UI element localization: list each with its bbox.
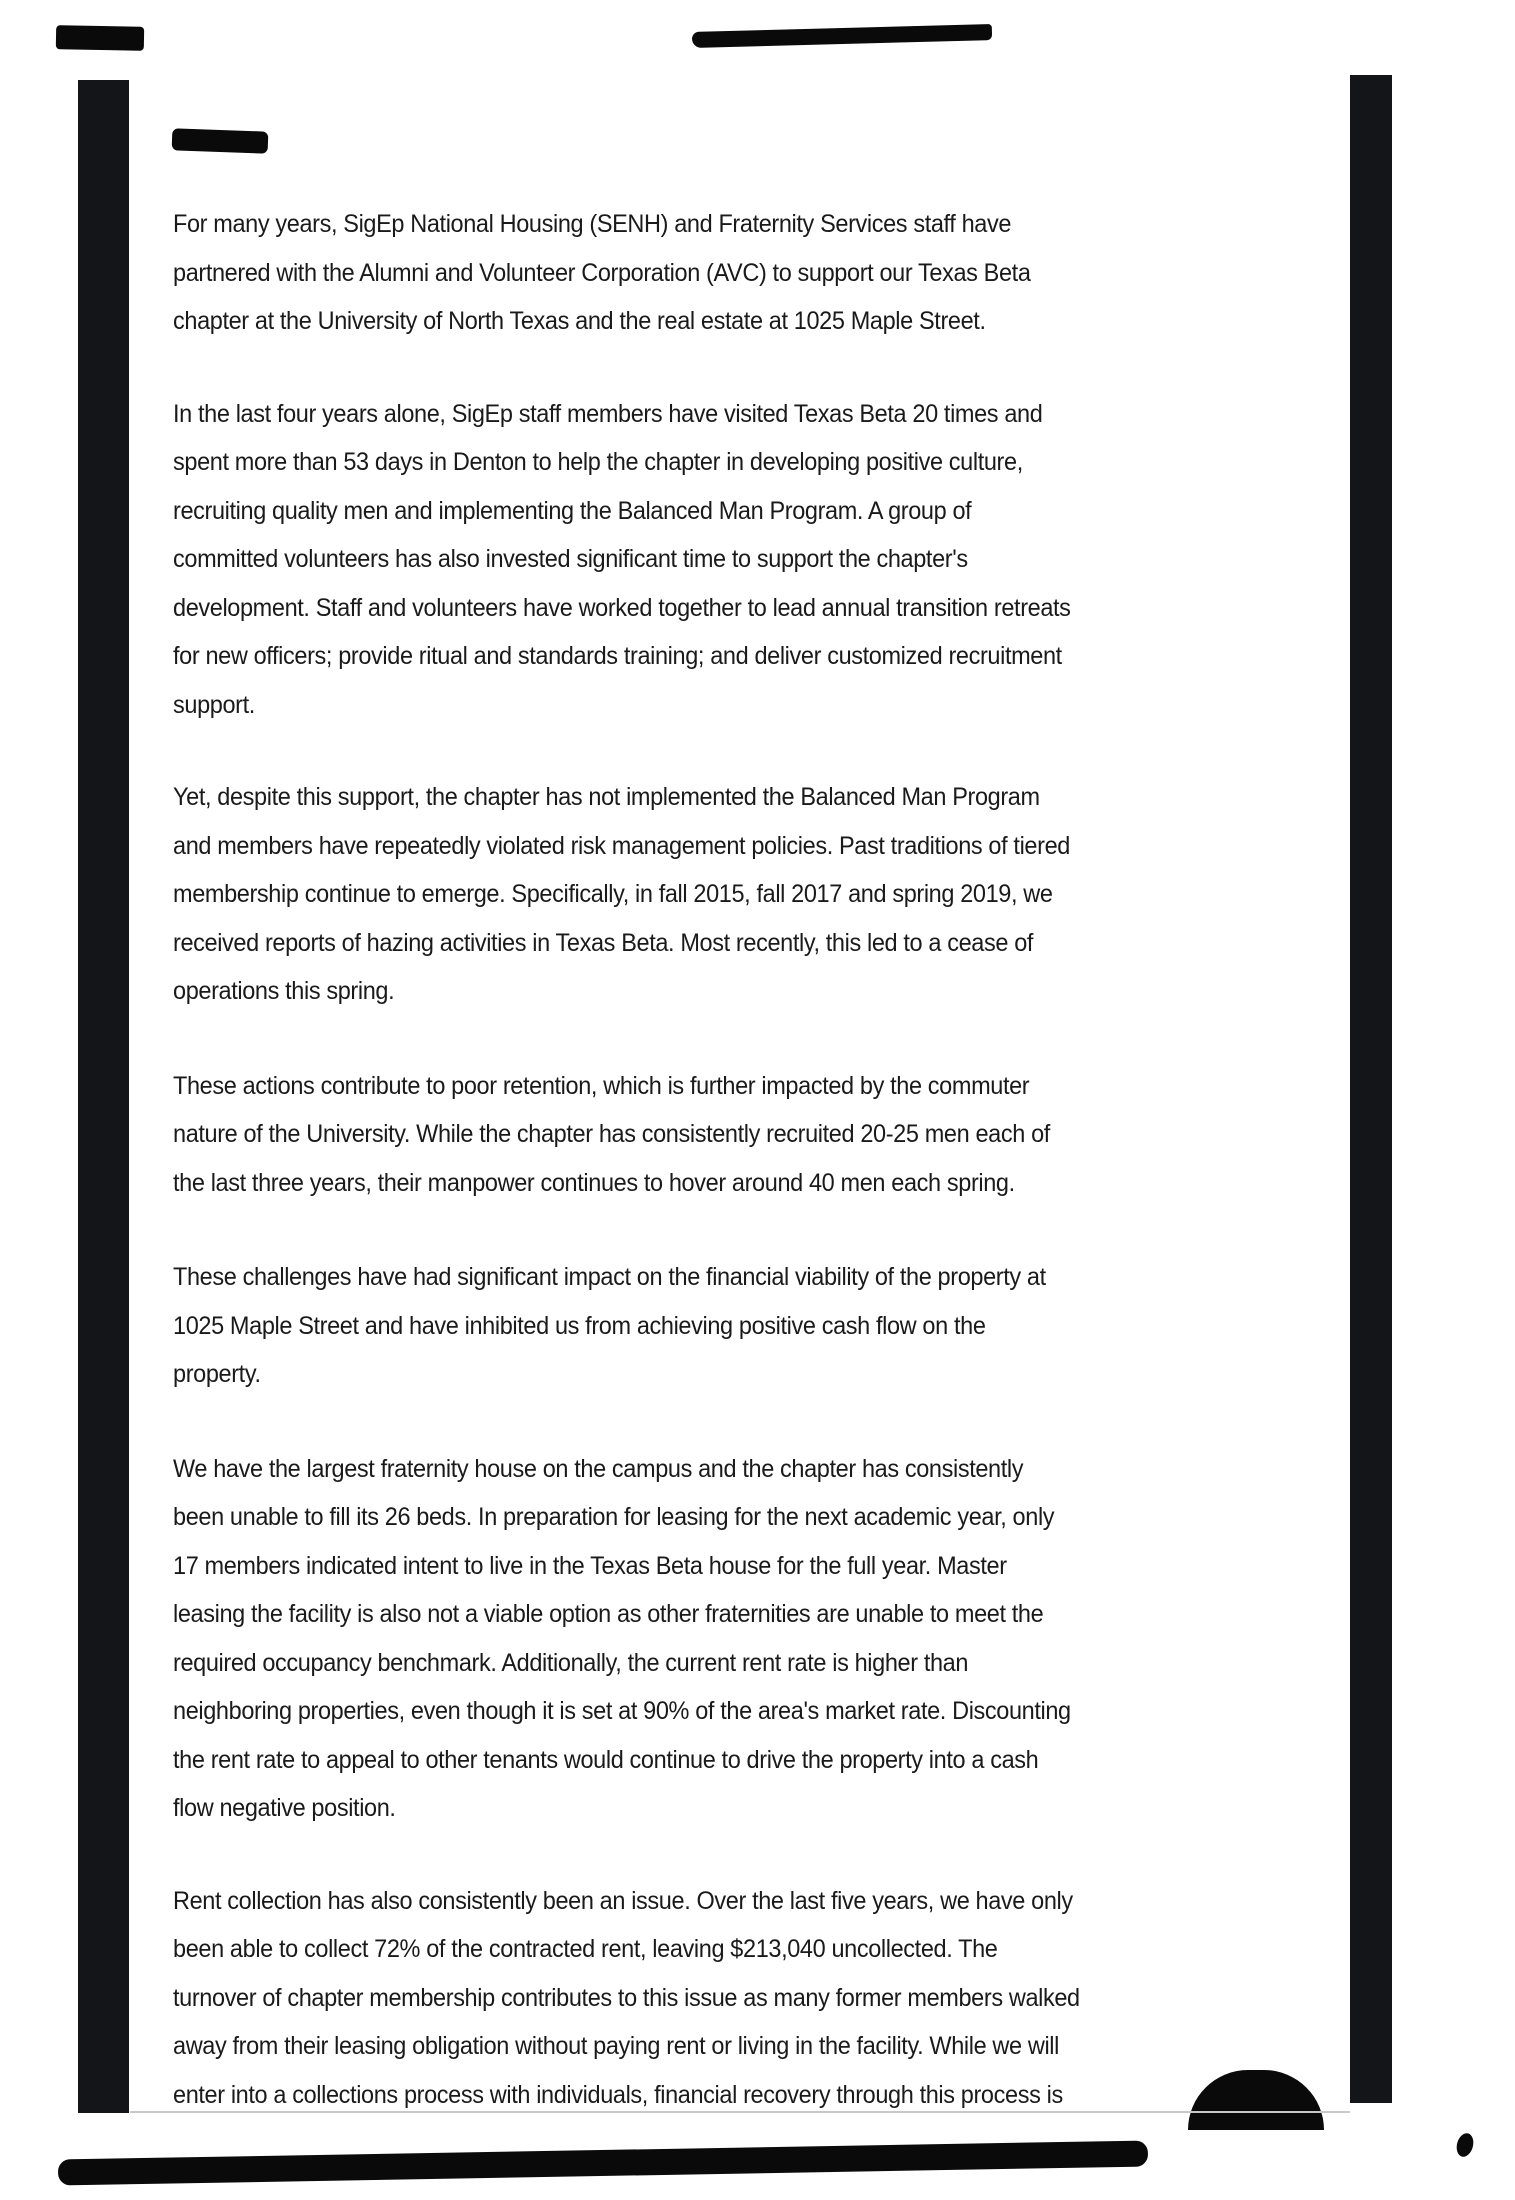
- paragraph-rent-collection: Rent collection has also consistently been an issue. Over the last five years, we have only been able to collect 72% of the contracted rent, leaving $213,040 uncollected. The turnover of chapter membership contributes to this issue as many former members walked away from their leasing obligation without paying rent or living in the facility. While we will enter into a collections process with individuals, financial recovery through this process is: [173, 1886, 1080, 2109]
- redaction-mark-salutation: [172, 128, 269, 153]
- redaction-mark-header-center: [692, 24, 992, 48]
- paragraph-occupancy: We have the largest fraternity house on the campus and the chapter has consistently been unable to fill its 26 beds. In preparation for leasing for the next academic year, only 17 members indicated intent to live in the Texas Beta house for the full year. Master leasing the facility is also not a viable option as other fraternities are unable to meet the required occupancy benchmark. Additionally, the current rent rate is higher than neighboring properties, even though it is set at 90% of the area's market rate. Discounting the rent rate to appeal to other tenants would continue to drive the property into a cash flow negative position.: [173, 1454, 1071, 1822]
- scan-border-left: [78, 80, 129, 2113]
- redaction-mark-dot: [1454, 2131, 1476, 2158]
- letter-body: [173, 200, 1263, 2163]
- paragraph-partnership: For many years, SigEp National Housing (SENH) and Fraternity Services staff have partnered with the Alumni and Volunteer Corporation (AVC) to support our Texas Beta chapter at the University of North Texas and the real estate at 1025 Maple Street.: [173, 210, 1031, 335]
- paragraph-staff-support: In the last four years alone, SigEp staff members have visited Texas Beta 20 times and spent more than 53 days in Denton to help the chapter in developing positive culture, recruiting quality men and implementing the Balanced Man Program. A group of committed volunteers has also invested significant time to support the chapter's development. Staff and volunteers have worked together to lead annual transition retreats for new officers; provide ritual and standards training; and deliver customized recruitment support.: [173, 399, 1071, 719]
- scan-border-right: [1350, 75, 1392, 2103]
- page-edge-line: [130, 2111, 1350, 2113]
- paragraph-retention: These actions contribute to poor retention, which is further impacted by the commuter nature of the University. While the chapter has consistently recruited 20-25 men each of the last three years, their manpower continues to hover around 40 men each spring.: [173, 1071, 1050, 1197]
- paragraph-violations: Yet, despite this support, the chapter has not implemented the Balanced Man Program and members have repeatedly violated risk management policies. Past traditions of tiered membership continue to emerge. Specifically, in fall 2015, fall 2017 and spring 2019, we received reports of hazing activities in Texas Beta. Most recently, this led to a cease of operations this spring.: [173, 783, 1070, 1005]
- redaction-mark-header-left: [56, 25, 144, 51]
- paragraph-financial-impact: These challenges have had significant impact on the financial viability of the property at 1025 Maple Street and have inhibited us from achieving positive cash flow on the property.: [173, 1263, 1046, 1388]
